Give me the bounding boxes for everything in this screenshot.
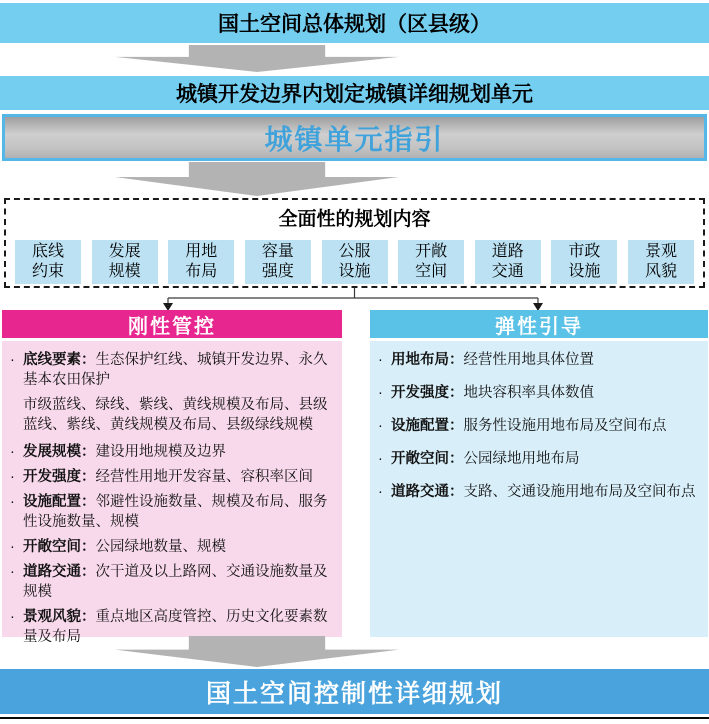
list-item: · 开发强度：经营性用地开发容量、容积率区间 xyxy=(10,469,313,485)
bullet-icon: · xyxy=(10,539,15,555)
bullet-icon: · xyxy=(378,385,383,401)
bullet-icon: · xyxy=(378,484,383,500)
master-plan-title: 国土空间总体规划（区县级） xyxy=(218,13,491,36)
comprehensive-content-title: 全面性的规划内容 xyxy=(278,209,431,230)
flexible-guidance-panel xyxy=(370,341,708,637)
bullet-icon: · xyxy=(378,352,383,368)
bullet-icon: · xyxy=(10,469,15,485)
list-item: · 底线要素：生态保护红线、城镇开发边界、永久基本农田保护 xyxy=(10,352,328,388)
content-item-row xyxy=(6,240,703,284)
detailed-plan-bar xyxy=(0,669,709,714)
content-item-municipal: 市政 设施 xyxy=(551,240,617,284)
list-item: · 开敞空间：公园绿地用地布局 xyxy=(378,451,580,467)
bullet-icon: · xyxy=(10,352,15,368)
list-item: · 开敞空间：公园绿地数量、规模 xyxy=(10,539,226,555)
boundary-unit-bar xyxy=(0,76,709,110)
bullet-icon: · xyxy=(10,564,15,580)
list-item: · 设施配置：服务性设施用地布局及空间布点 xyxy=(378,418,667,434)
content-item-publicservice: 公服 设施 xyxy=(322,240,388,284)
list-item: · 景观风貌：重点地区高度管控、历史文化要素数量及布局 xyxy=(10,609,328,645)
bullet-icon: · xyxy=(10,609,15,625)
comprehensive-content-box xyxy=(4,198,705,288)
list-item: 市级蓝线、绿线、紫线、黄线规模及布局、县级蓝线、紫线、黄线规模及布局、县级绿线规模 xyxy=(23,397,328,433)
content-item-bottomline: 底线 约束 xyxy=(15,240,81,284)
bullet-icon: · xyxy=(378,451,383,467)
down-arrow-icon xyxy=(115,162,399,196)
master-plan-bar xyxy=(0,3,709,43)
unit-guideline-title: 城镇单元指引 xyxy=(264,123,445,155)
list-item: · 用地布局：经营性用地具体位置 xyxy=(378,352,594,368)
down-arrow-icon xyxy=(115,45,399,72)
rigid-control-panel xyxy=(2,341,342,645)
content-item-landscape: 景观 风貌 xyxy=(628,240,694,284)
bullet-icon: · xyxy=(10,444,15,460)
bullet-icon: · xyxy=(10,494,15,510)
list-item: · 发展规模：建设用地规模及边界 xyxy=(10,444,226,460)
content-item-capacity: 容量 强度 xyxy=(245,240,311,284)
list-item: · 道路交通：次干道及以上路网、交通设施数量及规模 xyxy=(10,564,328,600)
detailed-plan-title: 国土空间控制性详细规划 xyxy=(205,679,503,708)
rigid-control-header: 刚性管控 xyxy=(2,310,342,338)
boundary-unit-title: 城镇开发边界内划定城镇详细规划单元 xyxy=(176,83,533,106)
list-item: · 设施配置：邻避性设施数量、规模及布局、服务性设施数量、规模 xyxy=(10,494,328,530)
content-item-roads: 道路 交通 xyxy=(475,240,541,284)
flexible-guidance-header: 弹性引导 xyxy=(370,310,708,338)
content-item-landuse: 用地 布局 xyxy=(168,240,234,284)
bottom-divider xyxy=(0,717,709,719)
branch-connector xyxy=(0,286,709,312)
unit-guideline-bar xyxy=(2,114,707,161)
content-item-scale: 发展 规模 xyxy=(92,240,158,284)
bullet-icon: · xyxy=(378,418,383,434)
content-item-openspace: 开敞 空间 xyxy=(398,240,464,284)
list-item: · 道路交通：支路、交通设施用地布局及空间布点 xyxy=(378,484,696,500)
list-item: · 开发强度：地块容积率具体数值 xyxy=(378,385,594,401)
